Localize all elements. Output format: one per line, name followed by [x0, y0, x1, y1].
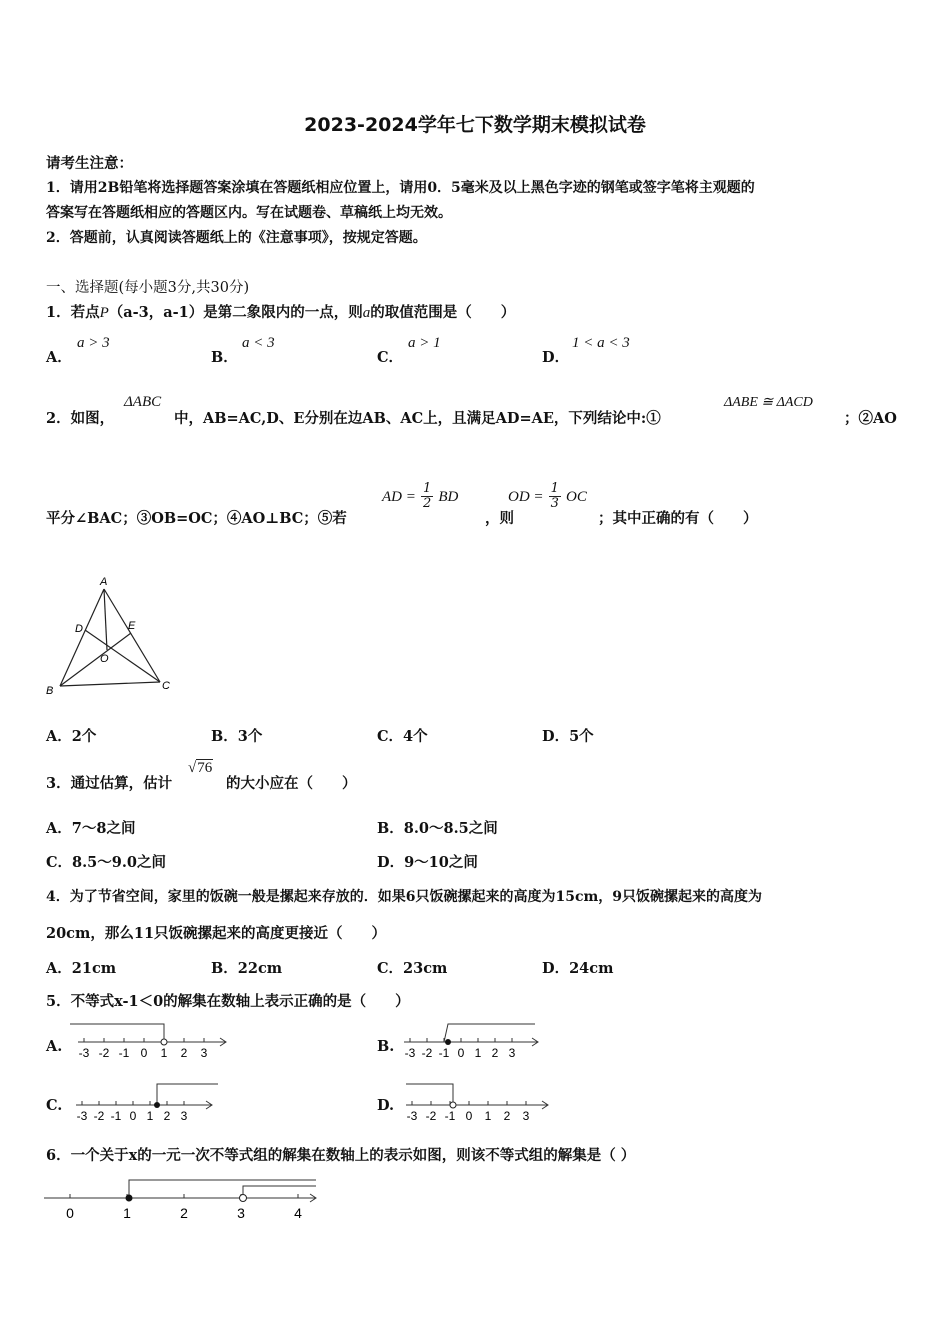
q1-option-c[interactable]: C． — [377, 349, 404, 366]
tick-label: 2 — [503, 1109, 511, 1122]
tick-label: -3 — [406, 1109, 418, 1122]
q5-option-a[interactable]: A. — [46, 1038, 63, 1055]
tick-label: 3 — [200, 1046, 208, 1060]
tick-label: 1 — [474, 1046, 482, 1060]
figure-label-b: B — [46, 685, 54, 697]
notice-line-1: 1．请用2B铅笔将选择题答案涂填在答题纸相应位置上，请用0．5毫米及以上黑色字迹的钢笔或签字笔将主观题的 — [46, 180, 755, 196]
q2-stem-mid: 中，AB=AC,D、E分别在边AB、AC上，且满足AD=AE，下列结论中:① — [174, 410, 661, 427]
q2-option-b[interactable]: B．3个 — [211, 728, 263, 745]
tick-label: 4 — [294, 1205, 302, 1221]
tick-label: 1 — [123, 1205, 131, 1221]
q3-stem-b: 的大小应在（ ） — [226, 775, 357, 792]
q2-option-d[interactable]: D．5个 — [542, 728, 594, 745]
q4-stem-line-1: 4．为了节省空间，家里的饭碗一般是摞起来存放的．如果6只饭碗摞起来的高度为15cm，9只饭碗摞起来的高度为 — [46, 889, 763, 905]
figure-label-o: O — [100, 653, 109, 665]
tick-label: -3 — [78, 1046, 90, 1060]
tick-label: -2 — [421, 1046, 433, 1060]
q3-option-b[interactable]: B．8.0～8.5之间 — [377, 820, 498, 837]
q2-formula-od: OD = $\frac{1}{3}$ OC — [508, 481, 587, 511]
tick-label: 0 — [465, 1109, 473, 1122]
tick-label: 1 — [160, 1046, 168, 1060]
q1-option-b-math: a < 3 — [242, 335, 275, 351]
figure-label-a: A — [100, 576, 108, 588]
q4-option-d[interactable]: D．24cm — [542, 960, 614, 977]
q2-triangle-figure — [40, 572, 180, 700]
q5-numberline-b — [400, 1018, 545, 1062]
q2-stem-end-2: ；其中正确的有（ ） — [598, 510, 758, 527]
q5-option-d[interactable]: D. — [377, 1097, 395, 1114]
tick-label: 3 — [237, 1205, 245, 1221]
tick-label: 0 — [457, 1046, 465, 1060]
figure-label-e: E — [128, 620, 136, 632]
tick-label: -2 — [93, 1109, 105, 1122]
q1-option-a-math: a > 3 — [77, 335, 110, 351]
q6-numberline — [44, 1172, 324, 1224]
tick-label: -1 — [110, 1109, 122, 1122]
q1-option-d-math: 1 < a < 3 — [572, 335, 630, 351]
q2-formula-ad: AD = $\frac{1}{2}$ BD — [382, 481, 459, 511]
tick-label: -1 — [444, 1109, 456, 1122]
q2-prefix: 2．如图， — [46, 410, 115, 427]
q4-option-a[interactable]: A．21cm — [46, 960, 117, 977]
tick-label: 3 — [522, 1109, 530, 1122]
section-heading: 一、选择题(每小题3分,共30分) — [46, 280, 250, 296]
q3-stem-a: 3．通过估算，估计 — [46, 775, 173, 792]
q1-option-c-math: a > 1 — [408, 335, 441, 351]
tick-label: 1 — [484, 1109, 492, 1122]
page-title: 2023-2024学年七下数学期末模拟试卷 — [304, 114, 646, 136]
q4-option-b[interactable]: B．22cm — [211, 960, 283, 977]
q2-option-c[interactable]: C．4个 — [377, 728, 428, 745]
q5-numberline-d — [400, 1078, 552, 1122]
figure-label-c: C — [162, 680, 170, 692]
q5-numberline-a — [70, 1018, 240, 1062]
q4-option-c[interactable]: C．23cm — [377, 960, 448, 977]
tick-label: -1 — [118, 1046, 130, 1060]
q3-option-a[interactable]: A．7～8之间 — [46, 820, 136, 837]
q4-stem-line-2: 20cm，那么11只饭碗摞起来的高度更接近（ ） — [46, 925, 387, 942]
q3-sqrt: √76 — [188, 760, 213, 776]
q2-congruence: ΔABE ≅ ΔACD — [724, 395, 813, 410]
q2-then: ，则 — [485, 510, 514, 527]
tick-label: 2 — [180, 1046, 188, 1060]
tick-label: 2 — [163, 1109, 171, 1122]
tick-label: 3 — [180, 1109, 188, 1122]
notice-line-3: 2．答题前，认真阅读答题纸上的《注意事项》，按规定答题。 — [46, 230, 427, 246]
q5-option-b[interactable]: B. — [377, 1038, 395, 1055]
q5-numberline-c — [70, 1078, 220, 1122]
q5-stem: 5．不等式x-1＜0的解集在数轴上表示正确的是（ ） — [46, 993, 410, 1010]
tick-label: -3 — [76, 1109, 88, 1122]
tick-label: 2 — [491, 1046, 499, 1060]
q2-stem-end-1: ；②AO — [844, 410, 897, 427]
tick-label: 2 — [180, 1205, 188, 1221]
tick-label: -3 — [404, 1046, 416, 1060]
question-1-stem: 1．若点P（a-3，a-1）是第二象限内的一点，则a的取值范围是（ ） — [46, 304, 516, 321]
tick-label: 3 — [508, 1046, 516, 1060]
tick-label: -2 — [98, 1046, 110, 1060]
figure-label-d: D — [75, 623, 83, 635]
q5-option-c[interactable]: C. — [46, 1097, 63, 1114]
notice-heading: 请考生注意： — [46, 155, 133, 172]
tick-label: 0 — [140, 1046, 148, 1060]
tick-label: -1 — [438, 1046, 450, 1060]
tick-label: 1 — [146, 1109, 154, 1122]
tick-label: -2 — [425, 1109, 437, 1122]
q6-stem: 6．一个关于x的一元一次不等式组的解集在数轴上的表示如图，则该不等式组的解集是（ ） — [46, 1147, 636, 1164]
q1-option-b[interactable]: B． — [211, 349, 238, 366]
q1-option-a[interactable]: A． — [46, 349, 72, 366]
tick-label: 0 — [66, 1205, 74, 1221]
q2-triangle: ΔABC — [124, 394, 162, 410]
q3-option-d[interactable]: D．9～10之间 — [377, 854, 478, 871]
notice-line-2: 答案写在答题纸相应的答题区内。写在试题卷、草稿纸上均无效。 — [46, 205, 452, 221]
q1-option-d[interactable]: D． — [542, 349, 570, 366]
q2-stem-line-2: 平分∠BAC；③OB=OC；④AO⊥BC；⑤若 — [46, 510, 347, 527]
tick-label: 0 — [129, 1109, 137, 1122]
q2-option-a[interactable]: A．2个 — [46, 728, 97, 745]
q3-option-c[interactable]: C．8.5～9.0之间 — [46, 854, 166, 871]
